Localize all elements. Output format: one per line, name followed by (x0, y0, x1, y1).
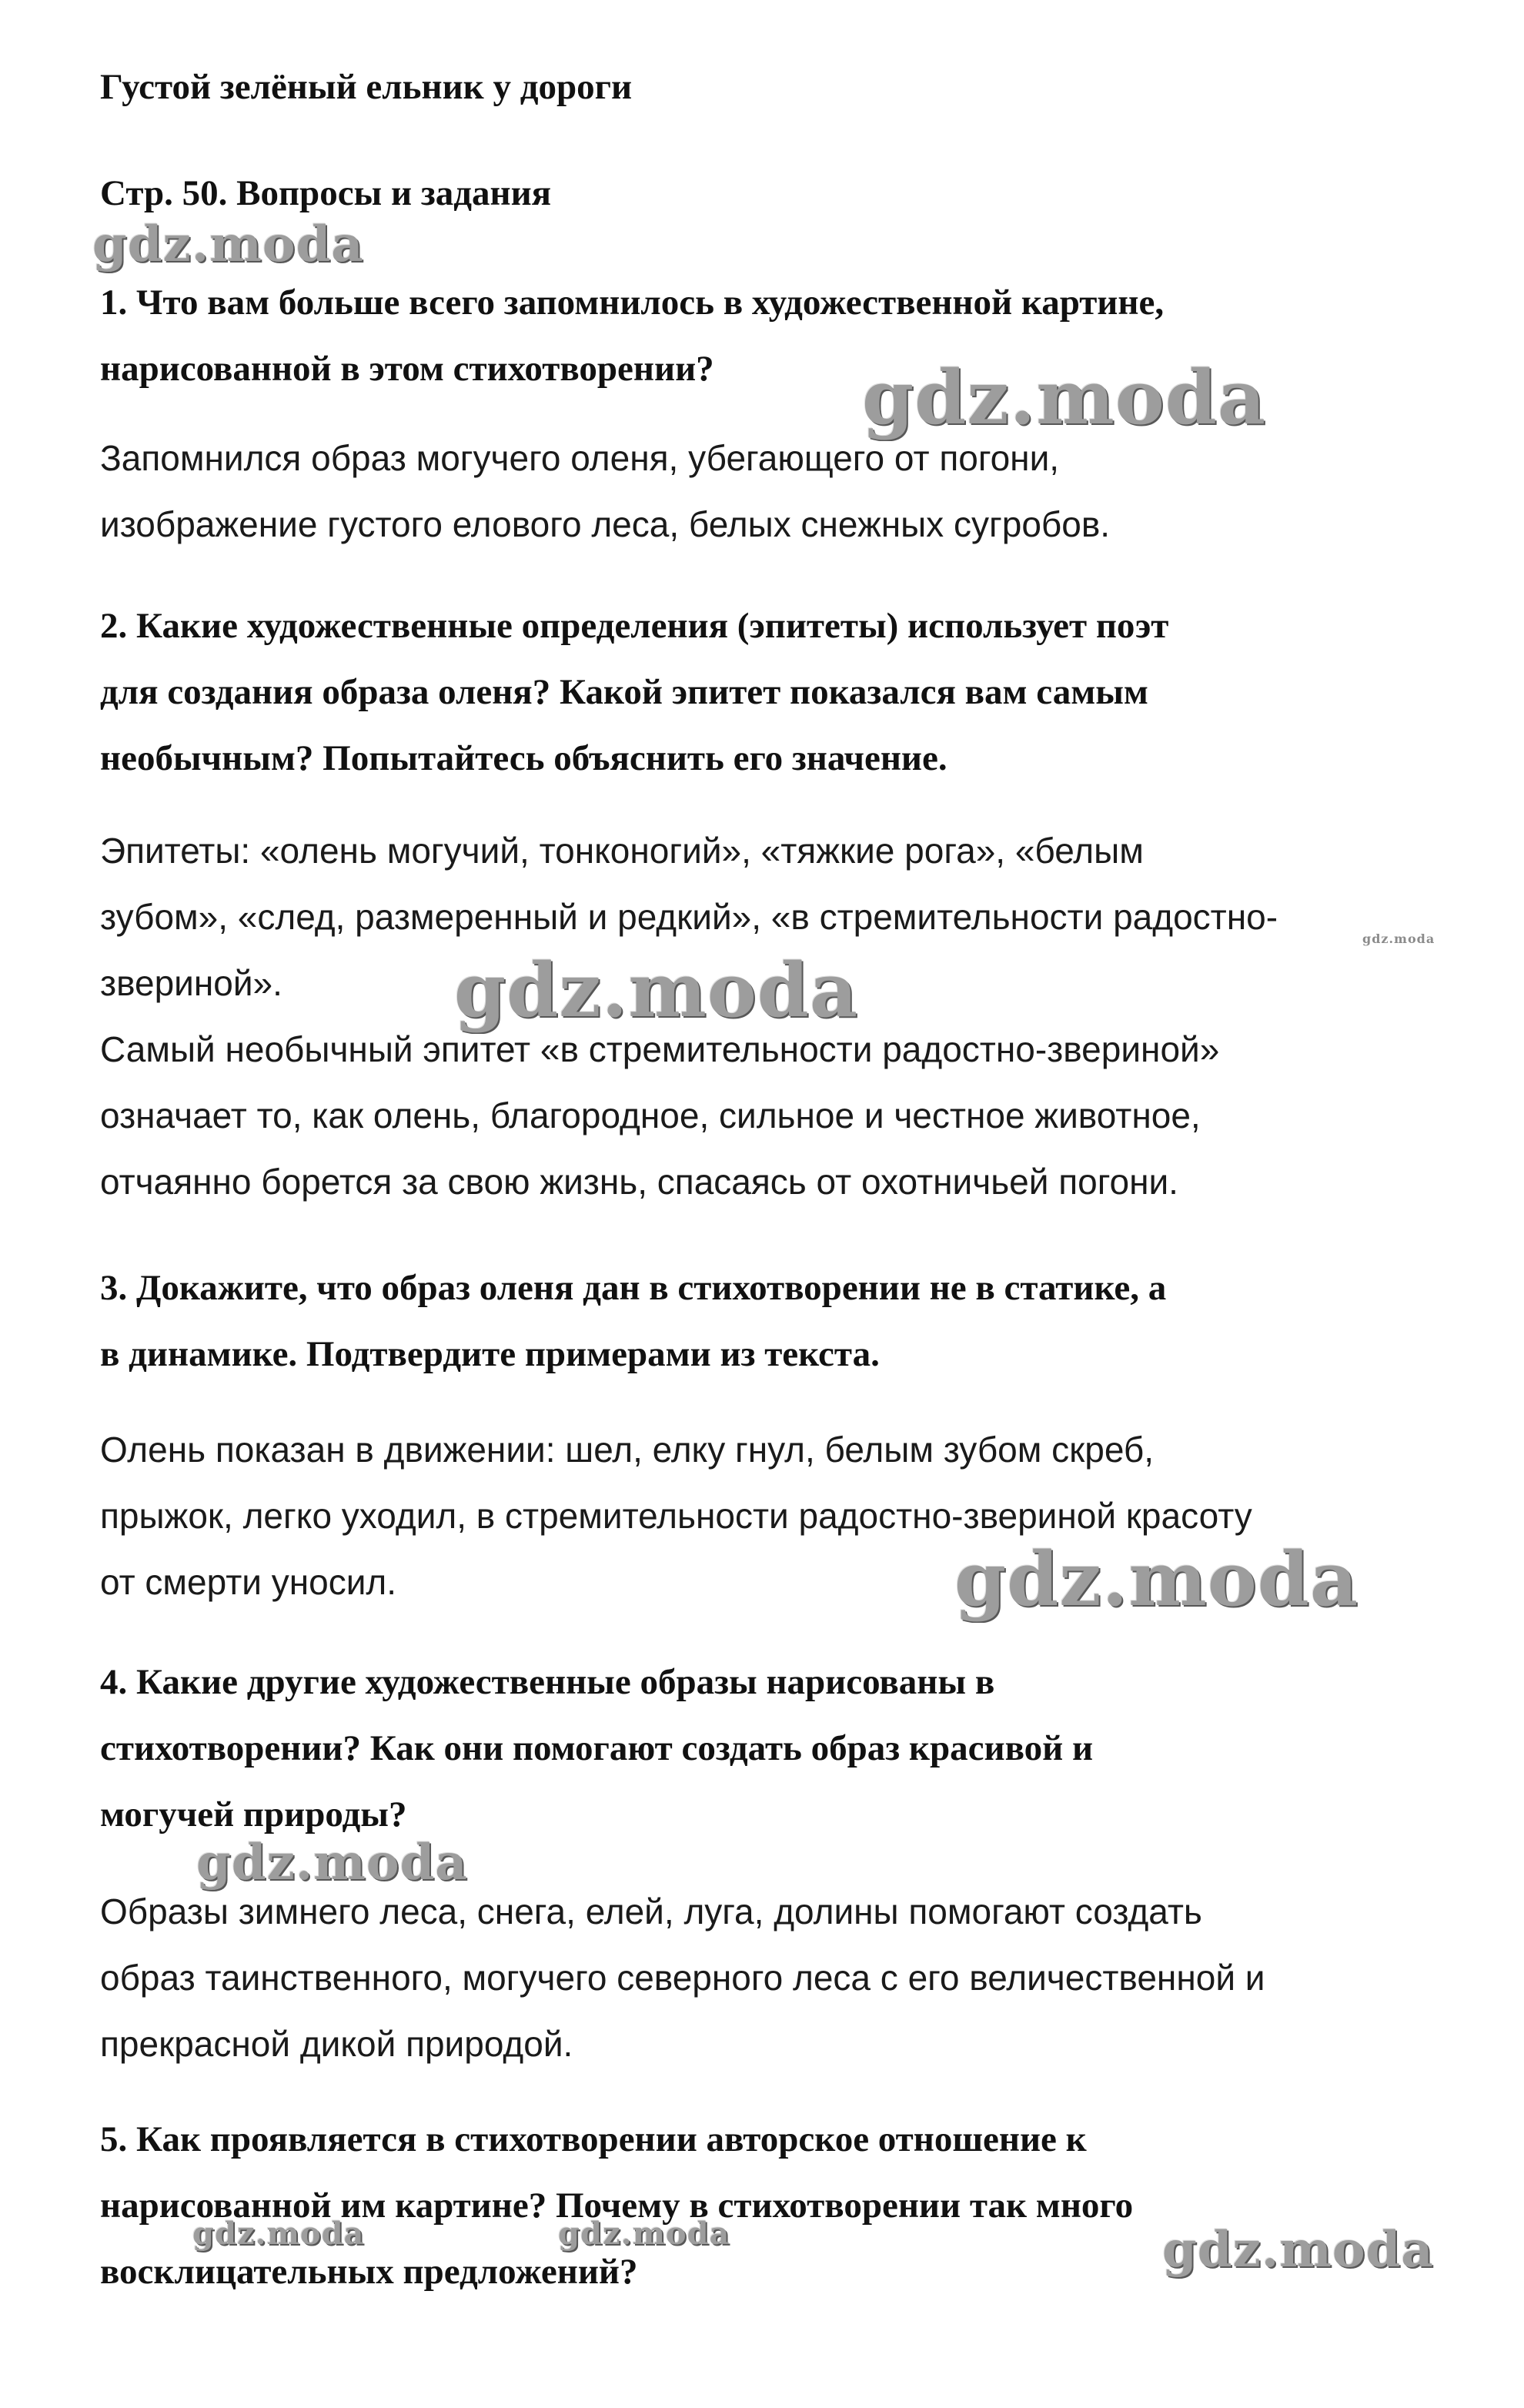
watermark: gdz.moda (1362, 931, 1435, 946)
watermark: gdz.moda (196, 1834, 468, 1891)
question-line: нарисованной им картине? Почему в стихотворении так много (100, 2186, 1134, 2226)
question-4 (100, 1649, 1455, 1848)
watermark: gdz.moda (1162, 2221, 1434, 2279)
section-heading: Стр. 50. Вопросы и задания (100, 173, 552, 213)
answer-1 (100, 425, 1455, 557)
answer-line: прыжок, легко уходил, в стремительности радостно-звериной красоту (100, 1496, 1252, 1536)
question-3 (100, 1255, 1455, 1387)
answer-line: Олень показан в движении: шел, елку гнул, белым зубом скреб, (100, 1430, 1155, 1470)
watermark: gdz.moda (558, 2216, 730, 2252)
watermark: gdz.moda (454, 947, 859, 1034)
question-2 (100, 593, 1455, 791)
watermark: gdz.moda (92, 216, 364, 273)
question-line: могучей природы? (100, 1794, 407, 1834)
question-line: 4. Какие другие художественные образы нарисованы в (100, 1662, 995, 1702)
answer-line: Образы зимнего леса, снега, елей, луга, долины помогают создать (100, 1891, 1202, 1931)
watermark: gdz.moda (862, 354, 1267, 441)
watermark: gdz.moda (192, 2216, 365, 2252)
question-line: необычным? Попытайтесь объяснить его значение. (100, 738, 947, 778)
answer-4 (100, 1878, 1455, 2077)
question-line: в динамике. Подтвердите примерами из текста. (100, 1334, 880, 1374)
answer-line: от смерти уносил. (100, 1562, 397, 1602)
document-title: Густой зелёный ельник у дороги (100, 67, 633, 107)
question-line: для создания образа оленя? Какой эпитет показался вам самым (100, 672, 1148, 712)
question-1 (100, 269, 1455, 402)
question-line: восклицательных предложений? (100, 2252, 638, 2292)
answer-line: отчаянно борется за свою жизнь, спасаясь от охотничьей погони. (100, 1162, 1178, 1202)
answer-line: означает то, как олень, благородное, сильное и честное животное, (100, 1095, 1201, 1135)
question-line: 1. Что вам больше всего запомнилось в художественной картине, (100, 283, 1165, 323)
answer-line: звериной». (100, 963, 282, 1003)
answer-3 (100, 1416, 1455, 1615)
answer-line: изображение густого елового леса, белых снежных сугробов. (100, 504, 1111, 544)
question-line: нарисованной в этом стихотворении? (100, 349, 714, 389)
answer-line: Самый необычный эпитет «в стремительности радостно-звериной» (100, 1029, 1220, 1069)
watermark: gdz.moda (954, 1536, 1359, 1623)
question-line: стихотворении? Как они помогают создать образ красивой и (100, 1728, 1094, 1768)
answer-line: зубом», «след, размеренный и редкий», «в стремительности радостно- (100, 897, 1278, 937)
question-line: 5. Как проявляется в стихотворении авторское отношение к (100, 2119, 1087, 2159)
answer-line: прекрасной дикой природой. (100, 2024, 573, 2064)
answer-line: образ таинственного, могучего северного леса с его величественной и (100, 1958, 1265, 1998)
question-line: 3. Докажите, что образ оленя дан в стихотворении не в статике, а (100, 1268, 1167, 1308)
question-5 (100, 2106, 1455, 2305)
answer-2 (100, 818, 1455, 1215)
answer-line: Запомнился образ могучего оленя, убегающего от погони, (100, 438, 1060, 478)
answer-line: Эпитеты: «олень могучий, тонконогий», «тяжкие рога», «белым (100, 831, 1144, 871)
question-line: 2. Какие художественные определения (эпитеты) использует поэт (100, 606, 1169, 646)
